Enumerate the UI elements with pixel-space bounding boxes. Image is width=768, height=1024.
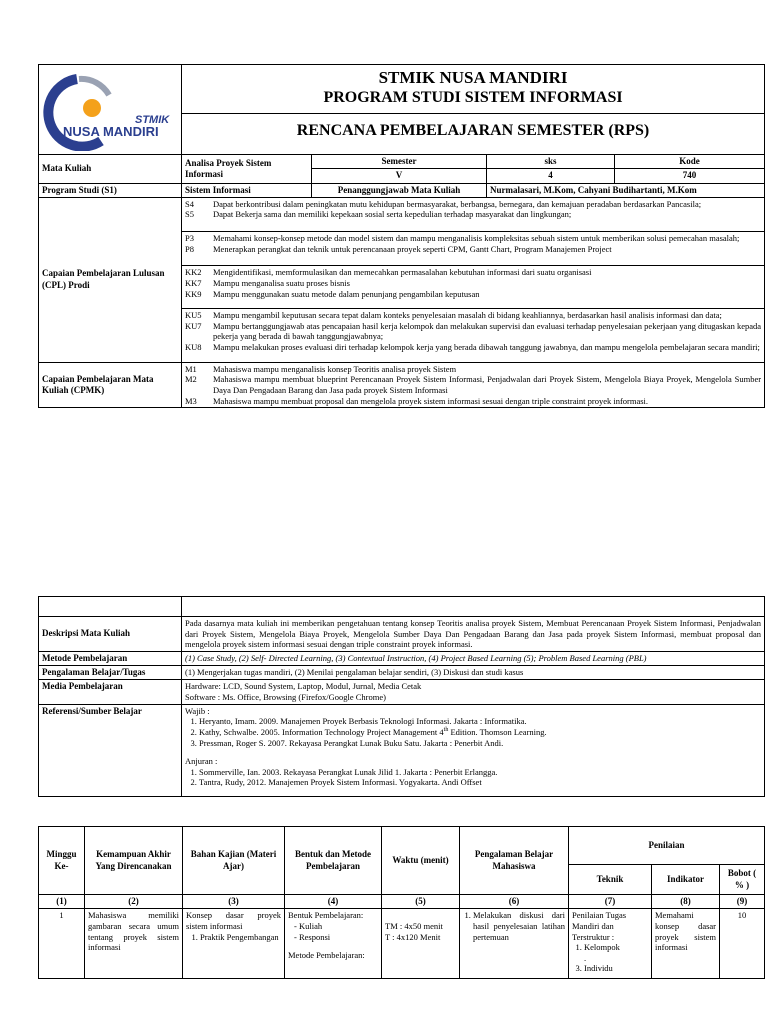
reference-item: 2. Tantra, Rudy, 2012. Manajemen Proyek Sistem Informasi. Yogyakarta. Andi Offset bbox=[199, 777, 761, 788]
mata-kuliah-value: Analisa Proyek Sistem Informasi bbox=[182, 155, 312, 184]
column-number: (2) bbox=[85, 895, 183, 909]
reference-item: 3. Pressman, Roger S. 2007. Rekayasa Perangkat Lunak Buku Satu. Jakarta : Penerbit Andi. bbox=[199, 738, 761, 749]
waktu-cell: TM : 4x50 menit T : 4x120 Menit bbox=[382, 909, 460, 979]
referensi-cell bbox=[182, 704, 765, 796]
reference-item: 1. Sommerville, Ian. 2003. Rekayasa Perangkat Lunak Jilid 1. Jakarta : Penerbit Erlangga. bbox=[199, 767, 761, 778]
reference-item: 2. Kathy, Schwalbe. 2005. Information Technology Project Management 4th Edition. Thomson Learning. bbox=[199, 727, 761, 738]
sks-value: 4 bbox=[487, 169, 615, 183]
column-number: (1) bbox=[39, 895, 85, 909]
sks-label: sks bbox=[487, 155, 615, 169]
cpl-group bbox=[182, 197, 765, 231]
header-kemampuan: Kemampuan Akhir Yang Direncanakan bbox=[85, 827, 183, 895]
rps-header-table bbox=[38, 64, 765, 408]
column-number: (5) bbox=[382, 895, 460, 909]
column-number: (8) bbox=[652, 895, 720, 909]
cpl-label: Capaian Pembelajaran Lulusan (CPL) Prodi bbox=[39, 197, 182, 362]
cpl-item: KU5 Mampu mengambil keputusan secara tepat dalam konteks penyelesaian masalah di bidang keahliannya, berdasarkan hasil analisis informasi dan data; bbox=[185, 310, 722, 321]
title-cell bbox=[182, 65, 765, 155]
cpl-item: S4 Dapat berkontribusi dalam peningkatan mutu kehidupan bermasyarakat, berbangsa, bernegara, dan kemajuan peradaban berdasarkan Pancasila; bbox=[185, 198, 702, 209]
media-software: Software : Ms. Office, Browsing (Firefox/Google Chrome) bbox=[185, 692, 386, 702]
header-teknik: Teknik bbox=[569, 865, 652, 895]
cpl-item: KK2 Mengidentifikasi, memformulasikan dan memecahkan permasalahan kebutuhan informasi dari suatu organisasi bbox=[185, 267, 592, 278]
anjuran-label: Anjuran : bbox=[185, 756, 218, 767]
cpl-group bbox=[182, 266, 765, 309]
reference-item: 1. Heryanto, Imam. 2009. Manajemen Proyek Berbasis Teknologi Informasi. Jakarta : Informatika. bbox=[199, 716, 761, 727]
deskripsi-label: Deskripsi Mata Kuliah bbox=[39, 617, 182, 652]
stmik-logo bbox=[39, 65, 179, 151]
table-row bbox=[39, 909, 765, 979]
empty-cell bbox=[39, 597, 182, 617]
header-indikator: Indikator bbox=[652, 865, 720, 895]
cpmk-item: M3 Mahasiswa mampu membuat proposal dan mengelola proyek sistem informasi sesuai dengan triple constraint proyek informasi. bbox=[185, 395, 649, 406]
column-number: (3) bbox=[183, 895, 285, 909]
pengalaman-text: (1) Mengerjakan tugas mandiri, (2) Menilai pengalaman belajar sendiri, (3) Diskusi dan studi kasus bbox=[182, 666, 765, 680]
schedule-table bbox=[38, 826, 765, 979]
cpl-item: P8 Menerapkan perangkat dan teknik untuk perencanaan proyek seperti CPM, Gantt Chart, Program Manajemen Project bbox=[185, 243, 612, 254]
kemampuan-cell: Mahasiswa memiliki gambaran secara umum tentang proyek sistem informasi bbox=[85, 909, 183, 979]
column-number: (6) bbox=[460, 895, 569, 909]
week-cell: 1 bbox=[39, 909, 85, 979]
header-bahan: Bahan Kajian (Materi Ajar) bbox=[183, 827, 285, 895]
pengalaman-label: Pengalaman Belajar/Tugas bbox=[39, 666, 182, 680]
empty-cell bbox=[182, 597, 765, 617]
cpmk-item: M1 Mahasiswa mampu menganalisis konsep Teoritis analisa proyek Sistem bbox=[185, 363, 457, 374]
bobot-cell: 10 bbox=[720, 909, 765, 979]
cpmk-group bbox=[182, 362, 765, 408]
header-pengalaman: Pengalaman Belajar Mahasiswa bbox=[460, 827, 569, 895]
kode-value: 740 bbox=[615, 169, 765, 183]
bentuk-cell: Bentuk Pembelajaran: - Kuliah - Responsi Metode Pembelajaran: bbox=[285, 909, 382, 979]
mata-kuliah-label: Mata Kuliah bbox=[39, 155, 182, 184]
column-number: (4) bbox=[285, 895, 382, 909]
cpl-item: KU7 Mampu bertanggungjawab atas pencapaian hasil kerja kelompok dan melakukan supervisi dan evaluasi terhadap penyelesaian pekerjaan yang ditugaskan kepada pekerja yang berada di bawah tanggungjawabnya; bbox=[185, 320, 762, 342]
cpmk-label: Capaian Pembelajaran Mata Kuliah (CPMK) bbox=[39, 362, 182, 408]
cpl-item: KU8 Mampu melakukan proses evaluasi diri terhadap kelompok kerja yang berada dibawah tanggung jawabnya, dan mampu mengelola pembelajaran secara mandiri; bbox=[185, 342, 760, 352]
bentuk-item: - Kuliah bbox=[294, 921, 378, 932]
media-label: Media Pembelajaran bbox=[39, 680, 182, 704]
indikator-cell: Memahami konsep dasar proyek sistem informasi bbox=[652, 909, 720, 979]
header-minggu: Minggu Ke- bbox=[39, 827, 85, 895]
media-hardware: Hardware: LCD, Sound System, Laptop, Modul, Jurnal, Media Cetak bbox=[185, 681, 422, 692]
teknik-cell: Penilaian Tugas Mandiri dan Terstruktur : 1. Kelompok . 3. Individu bbox=[569, 909, 652, 979]
deskripsi-text: Pada dasarnya mata kuliah ini memberikan pengetahuan tentang konsep Teoritis analisa proyek Sistem, Membuat Perencanaan Proyek Sistem Informasi, Penjadwalan dari Proyek Sistem, Mengelola Biaya Proyek, Mengelola Sumber Daya Dan Pengadaan Barang dan Jasa pada proyek Sistem Informasi, membuat proposal dan mengelola proyek sistem informasi sesuai dengan triple constraint proyek informasi. bbox=[182, 617, 765, 652]
bentuk-item: - Responsi bbox=[294, 932, 378, 943]
cpmk-item: M2 Mahasiswa mampu membuat blueprint Perencanaan Proyek Sistem Informasi, Penjadwalan dari Proyek Sistem, Mengelola Biaya Proyek, Mengelola Sumber Daya Dan Pengadaan Barang dan Jasa pada proyek Sistem Informasi bbox=[185, 374, 762, 395]
header-waktu: Waktu (menit) bbox=[382, 827, 460, 895]
media-cell bbox=[182, 680, 765, 704]
cpl-item: P3 Memahami konsep-konsep metode dan model sistem dan mampu menganalisis kompleksitas sebuah sistem untuk memberikan solusi pemecahan masalah; bbox=[185, 233, 740, 243]
header-bobot: Bobot ( % ) bbox=[720, 865, 765, 895]
institution-name: STMIK NUSA MANDIRI bbox=[378, 68, 568, 87]
semester-value: V bbox=[312, 169, 487, 183]
wajib-label: Wajib : bbox=[185, 705, 210, 716]
header-bentuk: Bentuk dan Metode Pembelajaran bbox=[285, 827, 382, 895]
program-studi-label: Program Studi (S1) bbox=[39, 183, 182, 197]
column-number: (9) bbox=[720, 895, 765, 909]
bahan-cell: Konsep dasar proyek sistem informasi 1. Praktik Pengembangan bbox=[183, 909, 285, 979]
metode-label: Metode Pembelajaran bbox=[39, 651, 182, 665]
header-penilaian: Penilaian bbox=[569, 827, 765, 865]
penanggungjawab-value: Nurmalasari, M.Kom, Cahyani Budihartanti, M.Kom bbox=[487, 183, 765, 197]
cpl-item: S5 Dapat Bekerja sama dan memiliki kepekaan sosial serta kepedulian terhadap masyarakat dan lingkungan; bbox=[185, 209, 572, 220]
course-info-table bbox=[38, 596, 765, 797]
semester-label: Semester bbox=[312, 155, 487, 169]
metode-text: (1) Case Study, (2) Self- Directed Learning, (3) Contextual Instruction, (4) Project Based Learning (5); Problem Based Learning (PBL) bbox=[182, 651, 765, 665]
cpl-item: KK7 Mampu menganalisa suatu proses bisnis bbox=[185, 277, 350, 288]
cpl-item: KK9 Mampu menggunakan suatu metode dalam penunjang pengambilan keputusan bbox=[185, 288, 480, 299]
cpl-group bbox=[182, 232, 765, 266]
bahan-item: 1. Praktik Pengembangan bbox=[200, 932, 281, 943]
logo-small-text: STMIK bbox=[135, 114, 170, 127]
program-studi-value: Sistem Informasi bbox=[182, 183, 312, 197]
kode-label: Kode bbox=[615, 155, 765, 169]
column-number: (7) bbox=[569, 895, 652, 909]
referensi-label: Referensi/Sumber Belajar bbox=[39, 704, 182, 796]
penanggungjawab-label: Penanggungjawab Mata Kuliah bbox=[312, 183, 487, 197]
pengalaman-cell: 1. Melakukan diskusi dari hasil penyelesaian latihan pertemuan bbox=[460, 909, 569, 979]
logo-cell bbox=[39, 65, 182, 155]
program-name: PROGRAM STUDI SISTEM INFORMASI bbox=[323, 89, 623, 106]
logo-big-text: NUSA MANDIRI bbox=[63, 124, 159, 140]
cpl-group bbox=[182, 309, 765, 363]
document-title: RENCANA PEMBELAJARAN SEMESTER (RPS) bbox=[182, 113, 764, 151]
